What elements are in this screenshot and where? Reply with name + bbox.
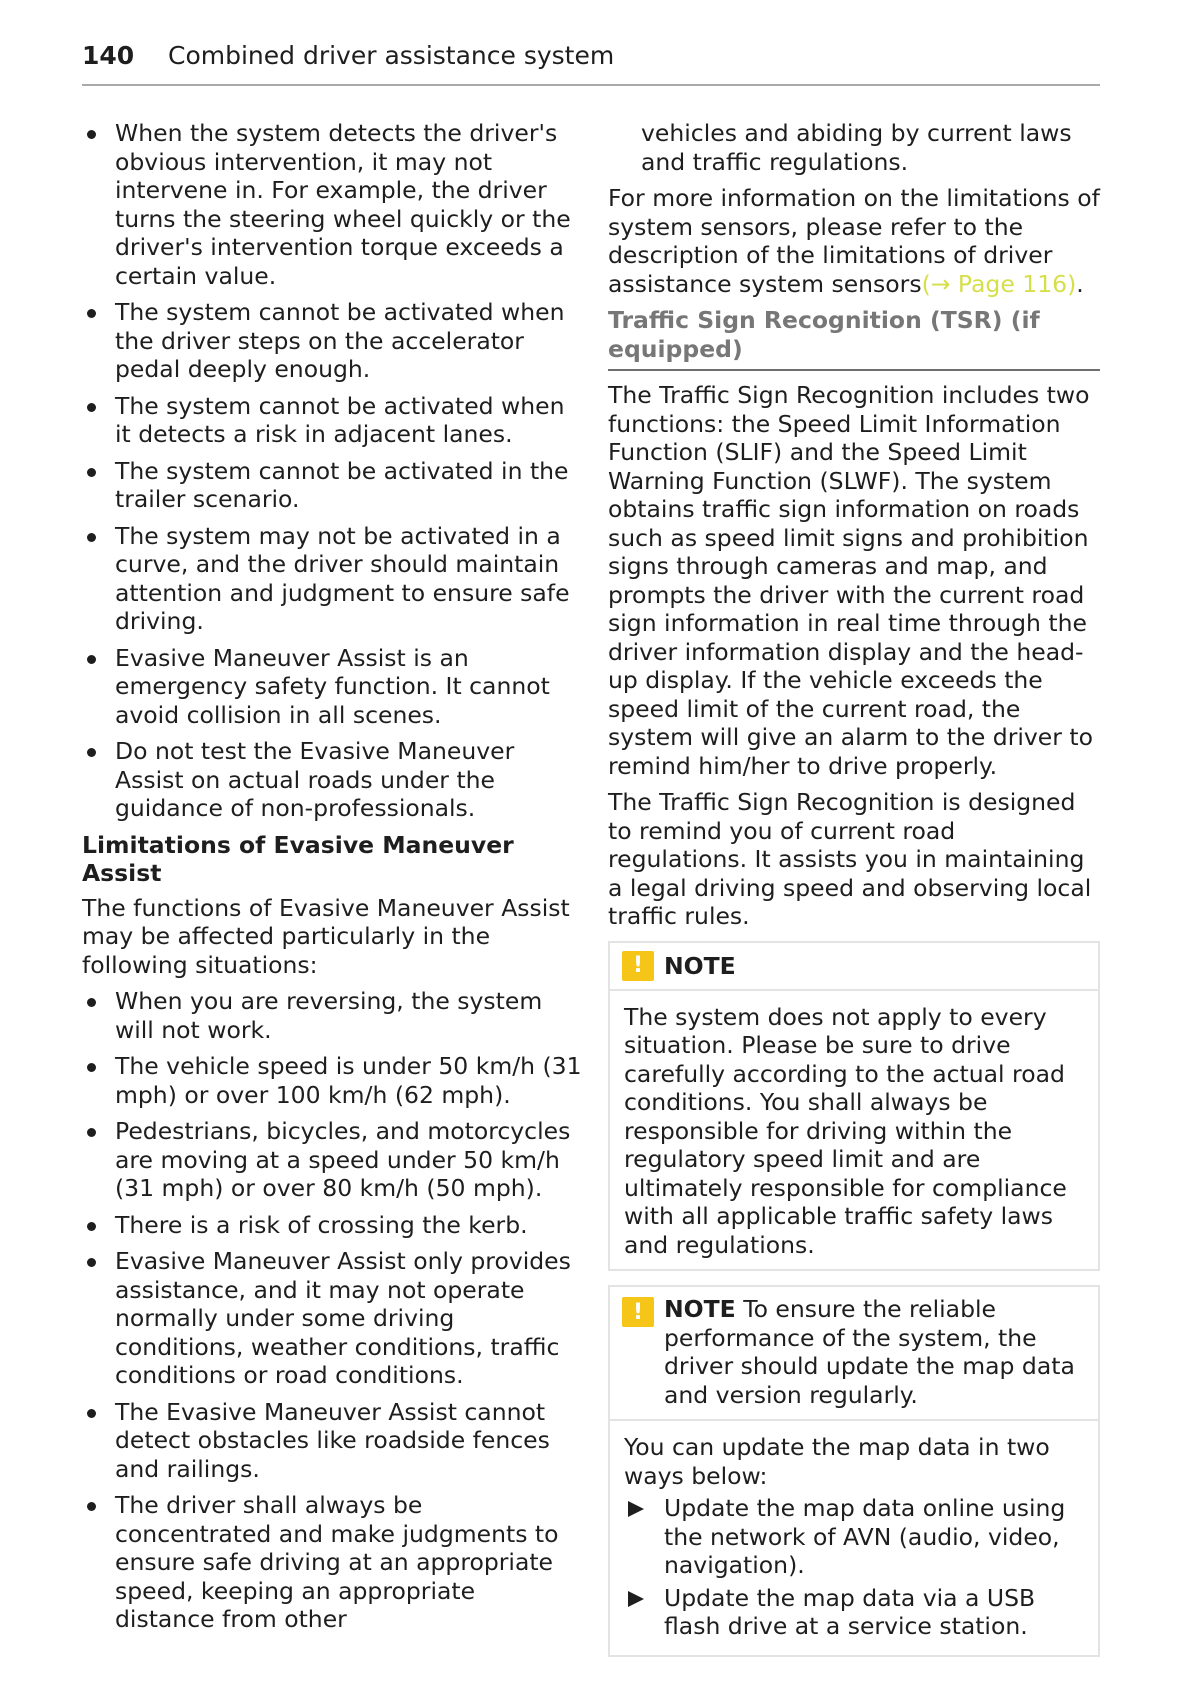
list-item: Pedestrians, bicycles, and motorcycles are moving at a speed under 50 km/h (31 mph) or over 80 km/h (50 mph). bbox=[82, 1117, 582, 1203]
limitations-heading: Limitations of Evasive Maneuver Assist bbox=[82, 830, 514, 887]
sensor-info-paragraph bbox=[608, 184, 1100, 298]
tsr-paragraph-1: The Traffic Sign Recognition includes two functions: the Speed Limit Information Function (SLIF) and the Speed Limit Warning Function (SLWF). The system obtains traffic sign information on roads such as speed limit signs and prohibition signs through cameras and map, and prompts the driver with the current road sign information in real time through the driver information display and the head-up display. If the vehicle exceeds the speed limit of the current road, the system will give an alarm to the driver to remind him/her to drive properly. bbox=[608, 381, 1093, 780]
list-item: Do not test the Evasive Maneuver Assist on actual roads under the guidance of non-professionals. bbox=[82, 737, 582, 823]
sensor-info-text: For more information on the limitations of system sensors, please refer to the description of the limitations of driver assistance system sensors bbox=[608, 184, 1100, 298]
list-item: The Evasive Maneuver Assist cannot detect obstacles like roadside fences and railings. bbox=[82, 1398, 582, 1484]
chapter-title: Combined driver assistance system bbox=[168, 41, 615, 70]
list-item: Evasive Maneuver Assist only provides assistance, and it may not operate normally under some driving conditions, weather conditions, traffic conditions or road conditions. bbox=[82, 1247, 582, 1390]
page-number: 140 bbox=[82, 41, 135, 70]
bullet-list-limitations bbox=[82, 987, 582, 1634]
map-update-intro: You can update the map data in two ways below: bbox=[624, 1433, 1050, 1490]
warning-icon: ! bbox=[622, 951, 654, 981]
note-body: The system does not apply to every situation. Please be sure to drive carefully according to the actual road conditions. You shall always be responsible for driving within the regulatory speed limit and are ultimately responsible for compliance with all applicable traffic safety laws and regulations. bbox=[624, 1002, 1067, 1259]
list-item: The system cannot be activated in the trailer scenario. bbox=[82, 457, 582, 514]
list-item: The driver shall always be concentrated and make judgments to ensure safe driving at an appropriate speed, keeping an appropriate distance from other bbox=[82, 1491, 582, 1634]
list-item: When you are reversing, the system will not work. bbox=[82, 987, 582, 1044]
note-text bbox=[664, 1295, 1086, 1409]
list-item: Evasive Maneuver Assist is an emergency safety function. It cannot avoid collision in all scenes. bbox=[82, 644, 582, 730]
tsr-section-heading: Traffic Sign Recognition (TSR) (if equipped) bbox=[608, 306, 1100, 371]
tsr-paragraph-2: The Traffic Sign Recognition is designed to remind you of current road regulations. It assists you in maintaining a legal driving speed and observing local traffic rules. bbox=[608, 788, 1092, 930]
sensor-info-end: . bbox=[1076, 269, 1084, 298]
list-item: The system may not be activated in a curve, and the driver should maintain attention and judgment to ensure safe driving. bbox=[82, 522, 582, 636]
note-label: NOTE bbox=[664, 951, 736, 980]
note-message: To ensure the reliable performance of the system, the driver should update the map data and version regularly. bbox=[664, 1295, 1075, 1409]
arrow-list-update-methods bbox=[624, 1494, 1084, 1641]
list-item: The system cannot be activated when it detects a risk in adjacent lanes. bbox=[82, 392, 582, 449]
list-item: When the system detects the driver's obvious intervention, it may not intervene in. For example, the driver turns the steering wheel quickly or the driver's intervention torque exceeds a certain value. bbox=[82, 119, 582, 290]
note-box-map-update bbox=[608, 1285, 1100, 1657]
list-item: Update the map data via a USB flash drive at a service station. bbox=[624, 1584, 1084, 1641]
page-reference-link[interactable]: (→ Page 116) bbox=[921, 269, 1077, 298]
note-header bbox=[610, 943, 1098, 991]
bullet-list-conditions bbox=[82, 119, 582, 823]
list-item: Update the map data online using the network of AVN (audio, video, navigation). bbox=[624, 1494, 1084, 1580]
note-box-responsibility bbox=[608, 941, 1100, 1272]
limitations-intro: The functions of Evasive Maneuver Assist may be affected particularly in the following situations: bbox=[82, 893, 570, 979]
note-body bbox=[610, 1421, 1098, 1655]
left-column bbox=[82, 119, 582, 1642]
page-header bbox=[82, 42, 1100, 86]
warning-icon: ! bbox=[622, 1297, 654, 1327]
list-item: The system cannot be activated when the driver steps on the accelerator pedal deeply enough. bbox=[82, 298, 582, 384]
right-column bbox=[608, 119, 1100, 1657]
note-header bbox=[610, 1287, 1098, 1421]
list-item: The vehicle speed is under 50 km/h (31 mph) or over 100 km/h (62 mph). bbox=[82, 1052, 582, 1109]
bullet-continuation: vehicles and abiding by current laws and traffic regulations. bbox=[641, 119, 1072, 176]
list-item: There is a risk of crossing the kerb. bbox=[82, 1211, 582, 1240]
note-label: NOTE bbox=[664, 1295, 736, 1323]
